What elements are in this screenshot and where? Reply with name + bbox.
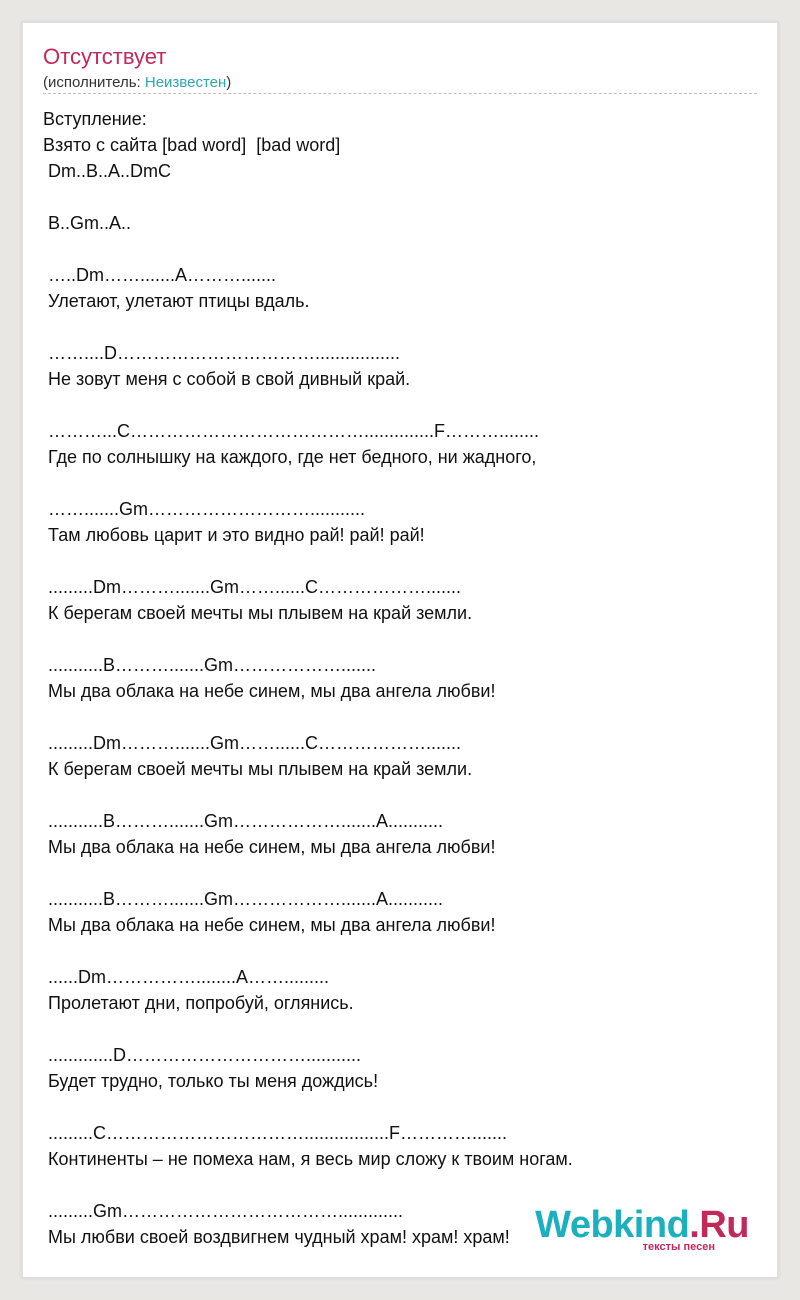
lyrics-line: Континенты – не помеха нам, я весь мир сложу к твоим ногам. <box>43 1149 573 1169</box>
logo-wordmark <box>535 1206 749 1244</box>
lyrics-line: .........C…………………………….................F…………....... <box>43 1123 508 1143</box>
lyrics-line <box>43 782 763 808</box>
lyrics-line: ...........B……….......Gm……………….......A........... <box>43 889 444 909</box>
lyrics-body <box>43 106 763 1250</box>
lyrics-line: ...........B……….......Gm……………….......A........... <box>43 811 444 831</box>
lyrics-line <box>43 1094 763 1120</box>
logo-main-text: Webkind <box>535 1204 690 1246</box>
lyrics-line: .............D…………………………........... <box>43 1045 362 1065</box>
lyrics-line: Dm..B..A..DmC <box>43 161 172 181</box>
lyrics-line <box>43 938 763 964</box>
lyrics-line: Улетают, улетают птицы вдаль. <box>43 291 310 311</box>
lyrics-line <box>43 704 763 730</box>
lyrics-line: .........Dm……….......Gm……......C………………....... <box>43 577 462 597</box>
lyrics-line: .........Dm……….......Gm……......C………………....... <box>43 733 462 753</box>
lyrics-line <box>43 470 763 496</box>
lyrics-line <box>43 860 763 886</box>
lyrics-line <box>43 314 763 340</box>
lyrics-line: B..Gm..A.. <box>43 213 132 233</box>
lyrics-line: Мы любви своей воздвигнем чудный храм! храм! храм! <box>43 1227 510 1247</box>
lyrics-line: Где по солнышку на каждого, где нет бедного, ни жадного, <box>43 447 537 467</box>
artist-link[interactable]: Неизвестен <box>144 74 227 91</box>
lyrics-line <box>43 626 763 652</box>
lyrics-line <box>43 392 763 418</box>
lyrics-line: Взято с сайта [bad word] [bad word] <box>43 135 341 155</box>
lyrics-line <box>43 1172 763 1198</box>
lyrics-line: ......Dm……………........A……......... <box>43 967 330 987</box>
lyrics-line: ………...C…………………………………..............F………........ <box>43 421 540 441</box>
lyrics-sheet <box>22 22 778 1278</box>
lyrics-line: Мы два облака на небе синем, мы два ангела любви! <box>43 915 496 935</box>
lyrics-line: К берегам своей мечты мы плывем на край земли. <box>43 759 473 779</box>
lyrics-line: Пролетают дни, попробуй, оглянись. <box>43 993 354 1013</box>
lyrics-line: …..Dm…….......A………....... <box>43 265 277 285</box>
lyrics-line: Мы два облака на небе синем, мы два ангела любви! <box>43 681 496 701</box>
lyrics-line: Будет трудно, только ты меня дождись! <box>43 1071 379 1091</box>
lyrics-line <box>43 1016 763 1042</box>
lyrics-line <box>43 236 763 262</box>
webkind-logo[interactable] <box>535 1206 749 1253</box>
lyrics-line: Там любовь царит и это видно рай! рай! рай! <box>43 525 425 545</box>
lyrics-line: Вступление: <box>43 109 147 129</box>
artist-suffix: ) <box>226 74 232 91</box>
logo-tld: .Ru <box>689 1204 749 1246</box>
lyrics-line <box>43 548 763 574</box>
lyrics-line: К берегам своей мечты мы плывем на край земли. <box>43 603 473 623</box>
logo-tagline: тексты песен <box>642 1241 715 1253</box>
lyrics-line: ...........B……….......Gm………………....... <box>43 655 377 675</box>
song-title: Отсутствует <box>43 44 167 69</box>
artist-prefix: (исполнитель: <box>43 74 145 91</box>
lyrics-line: Не зовут меня с собой в свой дивный край. <box>43 369 411 389</box>
lyrics-line: Мы два облака на небе синем, мы два ангела любви! <box>43 837 496 857</box>
header-divider <box>43 93 757 94</box>
lyrics-line: …….......Gm………………………........... <box>43 499 366 519</box>
artist-line <box>43 73 231 93</box>
lyrics-line: ……....D……………………………................. <box>43 343 401 363</box>
lyrics-line: .........Gm………………………………............. <box>43 1201 404 1221</box>
lyrics-line <box>43 184 763 210</box>
